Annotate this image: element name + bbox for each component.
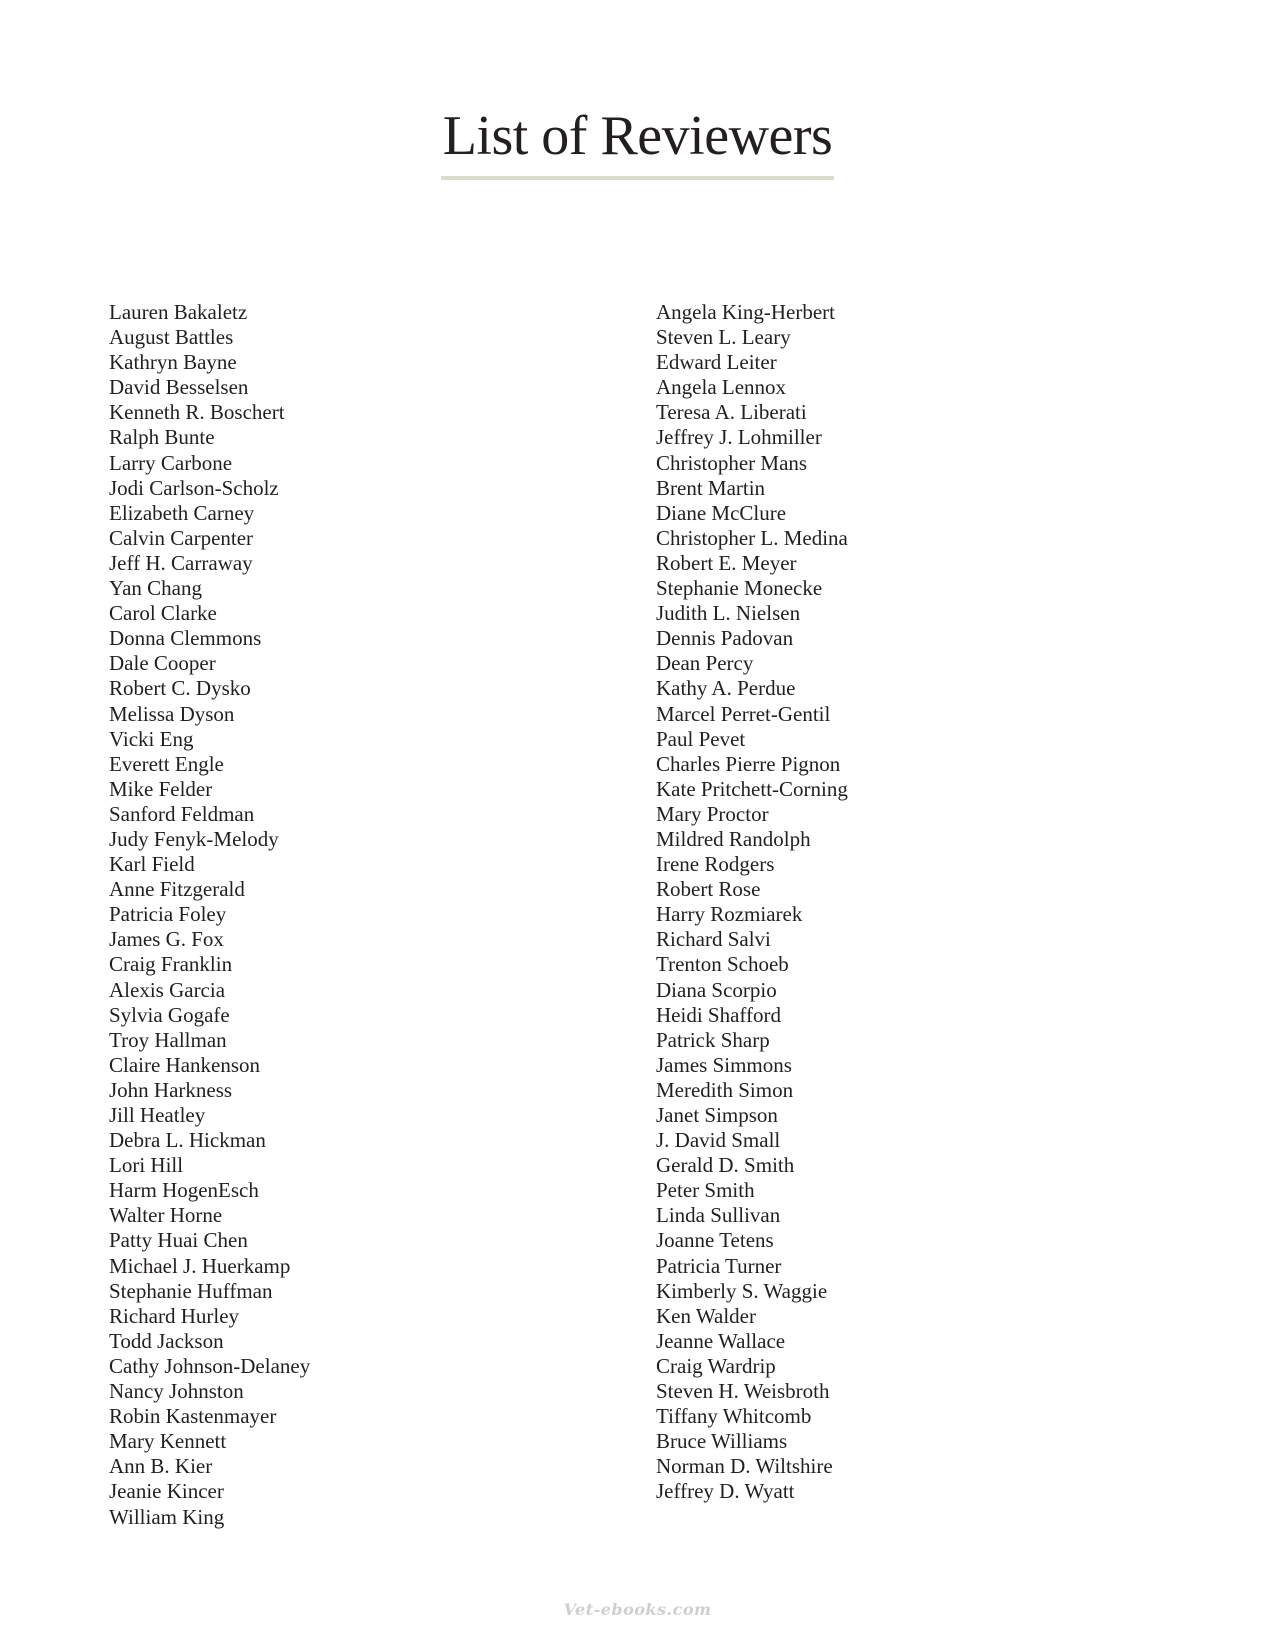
reviewer-name: Dennis Padovan (656, 626, 794, 651)
reviewer-name: Marcel Perret-Gentil (656, 701, 831, 726)
reviewer-name: Judy Fenyk-Melody (109, 826, 279, 851)
reviewer-name: Teresa A. Liberati (656, 400, 807, 425)
reviewer-name: Jeffrey D. Wyatt (656, 1479, 795, 1504)
reviewer-name: Bruce Williams (656, 1429, 788, 1454)
reviewer-name: Cathy Johnson-Delaney (109, 1353, 311, 1378)
reviewer-name: Troy Hallman (109, 1027, 227, 1052)
reviewer-name: Sylvia Gogafe (109, 1002, 230, 1027)
reviewer-name: Angela King-Herbert (656, 300, 836, 324)
reviewer-name: Anne Fitzgerald (109, 877, 245, 902)
reviewer-name: Edward Leiter (656, 350, 777, 375)
reviewer-name: Patty Huai Chen (109, 1228, 248, 1253)
reviewer-name: Paul Pevet (656, 726, 746, 751)
page-title: List of Reviewers (441, 104, 835, 180)
reviewer-name: Melissa Dyson (109, 701, 235, 726)
reviewer-name: Charles Pierre Pignon (656, 751, 841, 776)
reviewer-name: Joanne Tetens (656, 1228, 774, 1253)
reviewer-name: Steven H. Weisbroth (656, 1379, 830, 1404)
reviewer-name: Richard Salvi (656, 927, 771, 952)
reviewer-name: Trenton Schoeb (656, 952, 789, 977)
reviewer-name: Michael J. Huerkamp (109, 1253, 291, 1278)
reviewer-name: Christopher Mans (656, 450, 808, 475)
watermark-text: Vet-ebooks.com (563, 1600, 712, 1619)
reviewer-name: Lori Hill (109, 1153, 184, 1178)
reviewer-name: Robin Kastenmayer (109, 1404, 277, 1429)
reviewer-name: Harm HogenEsch (109, 1178, 259, 1203)
reviewer-name: Patrick Sharp (656, 1027, 770, 1052)
reviewer-name: Steven L. Leary (656, 325, 791, 350)
reviewer-name: Calvin Carpenter (109, 525, 254, 550)
reviewer-name: Everett Engle (109, 751, 224, 776)
reviewer-name: Mildred Randolph (656, 826, 811, 851)
title-block (0, 104, 1275, 180)
reviewer-name: Jeanie Kincer (109, 1479, 224, 1504)
reviewer-name: Kimberly S. Waggie (656, 1278, 828, 1303)
reviewer-name: Peter Smith (656, 1178, 755, 1203)
reviewer-name: Jeffrey J. Lohmiller (656, 425, 822, 450)
reviewer-name: Walter Horne (109, 1203, 223, 1228)
reviewer-name: Jeanne Wallace (656, 1328, 786, 1353)
reviewer-name: Sanford Feldman (109, 801, 255, 826)
reviewer-name: Diana Scorpio (656, 977, 777, 1002)
reviewer-name: Donna Clemmons (109, 626, 262, 651)
reviewer-name: Todd Jackson (109, 1328, 224, 1353)
reviewer-name: Harry Rozmiarek (656, 902, 803, 927)
reviewer-name: Kenneth R. Boschert (109, 400, 285, 425)
reviewer-name: Norman D. Wiltshire (656, 1454, 833, 1479)
reviewer-name: Patricia Foley (109, 902, 227, 927)
reviewer-name: Mary Proctor (656, 801, 769, 826)
reviewer-name: August Battles (109, 325, 234, 350)
reviewer-name: Patricia Turner (656, 1253, 782, 1278)
reviewer-name: Irene Rodgers (656, 852, 775, 877)
reviewer-name: Kathy A. Perdue (656, 676, 796, 701)
reviewer-name: Brent Martin (656, 475, 766, 500)
reviewer-name: Gerald D. Smith (656, 1153, 795, 1178)
watermark-logo (0, 1600, 1275, 1620)
reviewer-name: James Simmons (656, 1052, 792, 1077)
reviewer-name: Stephanie Monecke (656, 576, 823, 601)
reviewer-name: Ralph Bunte (109, 425, 215, 450)
reviewer-name: Tiffany Whitcomb (656, 1404, 812, 1429)
reviewer-name: Craig Wardrip (656, 1353, 776, 1378)
reviewer-name: Dale Cooper (109, 651, 216, 676)
reviewer-name: Diane McClure (656, 500, 787, 525)
reviewer-name: Lauren Bakaletz (109, 300, 248, 324)
reviewer-name: Jeff H. Carraway (109, 550, 253, 575)
reviewer-name: Robert Rose (656, 877, 761, 902)
reviewer-name: Claire Hankenson (109, 1052, 261, 1077)
reviewer-name: Ann B. Kier (109, 1454, 213, 1479)
reviewer-name: Larry Carbone (109, 450, 233, 475)
reviewer-name: James G. Fox (109, 927, 224, 952)
reviewer-name: Robert E. Meyer (656, 550, 797, 575)
reviewer-name: Kate Pritchett-Corning (656, 776, 848, 801)
reviewer-name: Carol Clarke (109, 601, 217, 626)
reviewer-name: Debra L. Hickman (109, 1128, 266, 1153)
reviewer-name: John Harkness (109, 1077, 233, 1102)
reviewer-name: Yan Chang (109, 576, 202, 601)
reviewer-name: Robert C. Dysko (109, 676, 251, 701)
reviewer-name: David Besselsen (109, 375, 249, 400)
reviewer-name: Jill Heatley (109, 1103, 206, 1127)
reviewer-name: Karl Field (109, 852, 195, 877)
reviewer-name: Richard Hurley (109, 1303, 240, 1328)
reviewer-name: Nancy Johnston (109, 1379, 244, 1404)
reviewer-name: Mary Kennett (109, 1429, 227, 1454)
reviewer-name: Heidi Shafford (656, 1002, 782, 1027)
reviewer-name: Elizabeth Carney (109, 500, 255, 525)
reviewer-name: Angela Lennox (656, 375, 787, 400)
reviewer-name: Ken Walder (656, 1303, 756, 1328)
reviewer-name: Judith L. Nielsen (656, 601, 801, 626)
reviewer-name: Dean Percy (656, 651, 754, 676)
reviewer-name: Christopher L. Medina (656, 525, 848, 550)
reviewer-name: J. David Small (656, 1128, 781, 1153)
reviewer-name: Meredith Simon (656, 1077, 794, 1102)
reviewer-name: Stephanie Huffman (109, 1278, 273, 1303)
reviewer-name: Jodi Carlson-Scholz (109, 475, 279, 500)
reviewer-name: Vicki Eng (109, 726, 194, 751)
reviewer-name: Mike Felder (109, 776, 213, 801)
reviewer-name: Alexis Garcia (109, 977, 226, 1002)
reviewer-name: William King (109, 1504, 225, 1529)
reviewer-list-left (109, 300, 310, 1530)
reviewer-name: Janet Simpson (656, 1103, 778, 1127)
reviewer-list-right (656, 300, 848, 1505)
reviewer-name: Kathryn Bayne (109, 350, 237, 375)
reviewer-name: Linda Sullivan (656, 1203, 781, 1228)
reviewer-name: Craig Franklin (109, 952, 233, 977)
